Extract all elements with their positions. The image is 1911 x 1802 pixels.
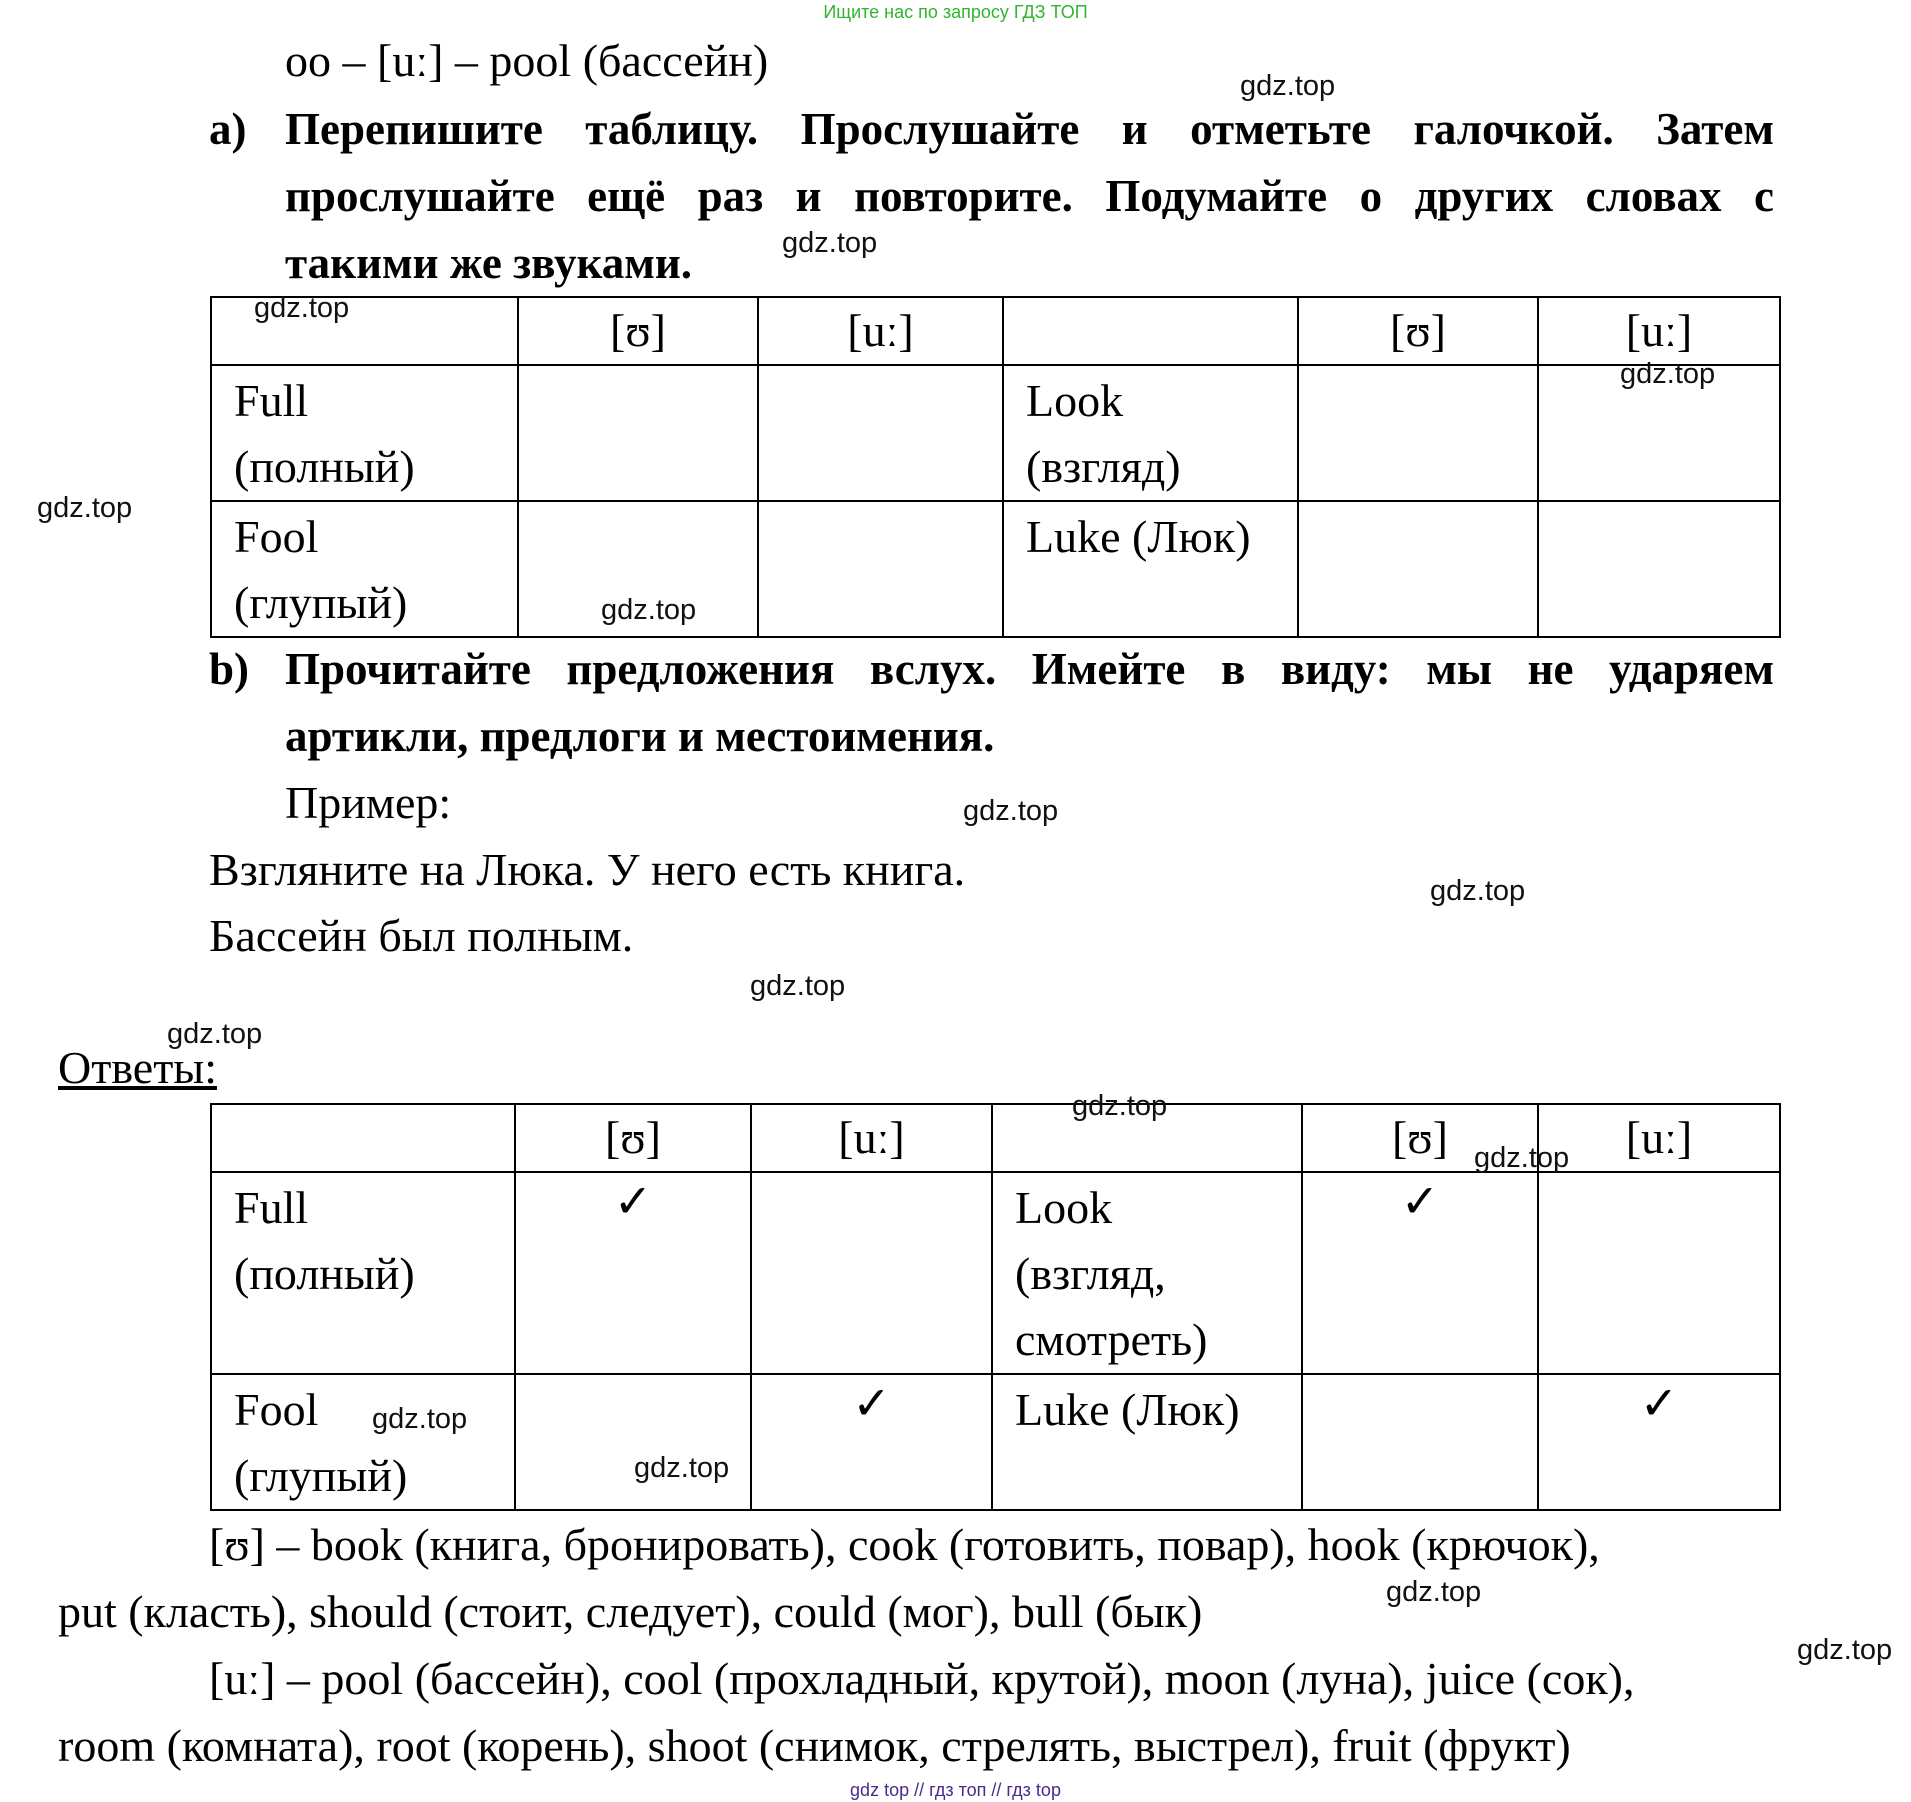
- word: Luke (Люк): [1015, 1384, 1240, 1435]
- translation: (полный): [234, 441, 415, 492]
- table-row: [211, 1172, 1780, 1374]
- watermark: gdz.top: [372, 1403, 468, 1435]
- word: Look: [1026, 375, 1124, 426]
- table-header-cell: [uː]: [758, 297, 1003, 365]
- table-header-cell: [uː]: [751, 1104, 992, 1172]
- table-header-cell: [211, 1104, 515, 1172]
- task-a-line: Перепишите таблицу. Прослушайте и отметьте галочкой. Затем: [285, 104, 1774, 154]
- example-sentence: Бассейн был полным.: [209, 910, 634, 961]
- task-a-label: a): [209, 104, 247, 154]
- word: Look: [1015, 1182, 1113, 1233]
- word: Fool: [234, 1384, 319, 1435]
- watermark: gdz.top: [601, 594, 697, 626]
- watermark: gdz.top: [1474, 1142, 1570, 1174]
- example-sentence: Взгляните на Люка. У него есть книга.: [209, 844, 966, 895]
- answer-short-u-line: [ʊ] – book (книга, бронировать), cook (готовить, повар), hook (крючок),: [209, 1519, 1600, 1570]
- answers-title: Ответы:: [58, 1042, 217, 1093]
- watermark: gdz.top: [1797, 1634, 1893, 1666]
- translation: (глупый): [234, 577, 408, 628]
- watermark: gdz.top: [1620, 358, 1716, 390]
- task-a-line: такими же звуками.: [285, 238, 693, 288]
- task-b-line: Прочитайте предложения вслух. Имейте в виду: мы не ударяем: [285, 644, 1774, 694]
- watermark: gdz.top: [782, 227, 878, 259]
- word: Fool: [234, 511, 319, 562]
- task-b: [209, 636, 1779, 770]
- task-a: [209, 96, 1779, 297]
- translation: (взгляд,: [1015, 1248, 1166, 1299]
- task-b-text: [285, 636, 1774, 770]
- table-header-cell: [1003, 297, 1298, 365]
- watermark: gdz.top: [1072, 1090, 1168, 1122]
- translation: смотреть): [1015, 1314, 1208, 1365]
- table-row: [211, 501, 1780, 637]
- watermark: gdz.top: [1430, 875, 1526, 907]
- word: Full: [234, 375, 309, 426]
- watermark: gdz.top: [750, 970, 846, 1002]
- watermark: gdz.top: [167, 1018, 263, 1050]
- answer-long-u-line: [uː] – pool (бассейн), cool (прохладный, крутой), moon (луна), juice (сок),: [209, 1653, 1635, 1704]
- intro-line: oo – [uː] – pool (бассейн): [285, 35, 769, 86]
- example-label: Пример:: [285, 777, 452, 828]
- task-b-label: b): [209, 644, 250, 694]
- word: Luke (Люк): [1026, 511, 1251, 562]
- top-banner: Ищите нас по запросу ГДЗ ТОП: [823, 2, 1088, 22]
- checkmark-icon: ✓: [1400, 1176, 1440, 1227]
- checkmark-icon: ✓: [1639, 1378, 1679, 1429]
- table-header-cell: [ʊ]: [515, 1104, 751, 1172]
- table-header-cell: [uː]: [1538, 297, 1780, 365]
- watermark: gdz.top: [254, 292, 350, 324]
- translation: (полный): [234, 1248, 415, 1299]
- translation: (взгляд): [1026, 441, 1181, 492]
- translation: (глупый): [234, 1450, 408, 1501]
- word: Full: [234, 1182, 309, 1233]
- answer-long-u-line: room (комната), root (корень), shoot (снимок, стрелять, выстрел), fruit (фрукт): [58, 1720, 1571, 1771]
- task-b-line: артикли, предлоги и местоимения.: [285, 711, 995, 761]
- table-row: [211, 1374, 1780, 1510]
- checkmark-icon: ✓: [852, 1378, 891, 1429]
- table-header-cell: [ʊ]: [1302, 1104, 1538, 1172]
- table-header-cell: [ʊ]: [518, 297, 758, 365]
- answer-short-u-line: put (класть), should (стоит, следует), could (мог), bull (бык): [58, 1586, 1203, 1637]
- watermark: gdz.top: [1240, 70, 1336, 102]
- task-a-text: [285, 96, 1774, 297]
- exercise-table: [210, 296, 1781, 638]
- watermark: gdz.top: [634, 1452, 730, 1484]
- watermark: gdz.top: [37, 492, 133, 524]
- table-row: [211, 365, 1780, 501]
- watermark: gdz.top: [1386, 1576, 1482, 1608]
- task-a-line: прослушайте ещё раз и повторите. Подумайте о других словах с: [285, 171, 1774, 221]
- table-header-cell: [ʊ]: [1298, 297, 1538, 365]
- checkmark-icon: ✓: [613, 1176, 653, 1227]
- table-header-cell: [uː]: [1538, 1104, 1780, 1172]
- watermark: gdz.top: [963, 795, 1059, 827]
- footer: gdz top // гдз топ // гдз top: [850, 1780, 1061, 1800]
